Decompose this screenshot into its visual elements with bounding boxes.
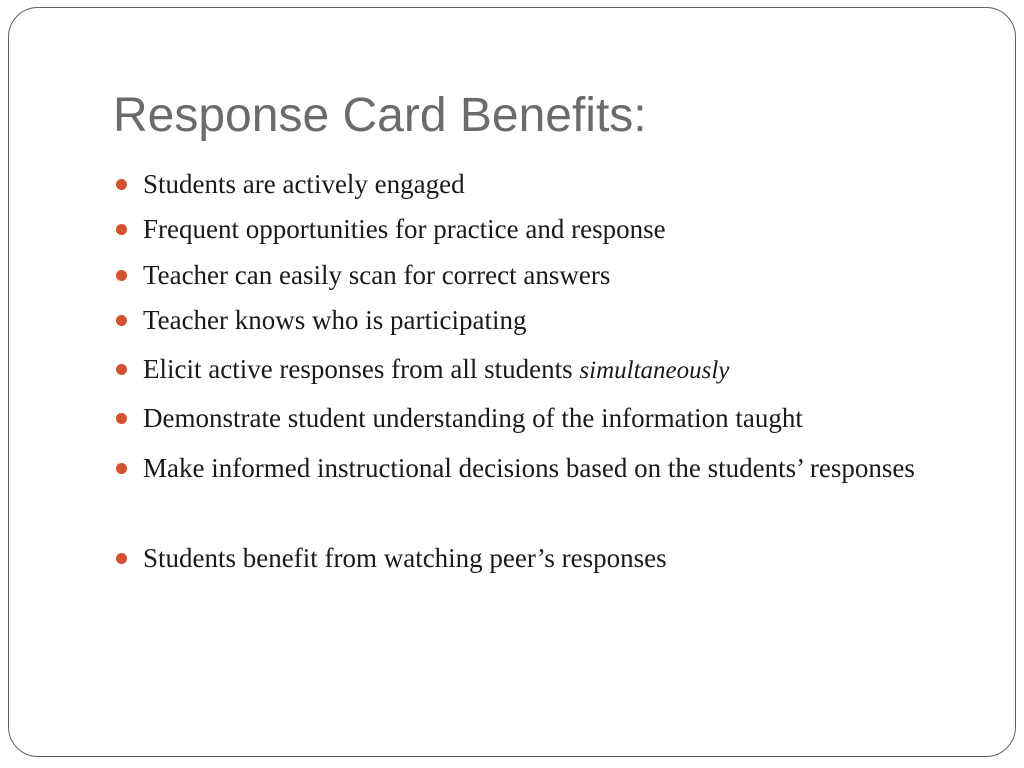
bullet-item-7 — [143, 448, 933, 489]
bullet-item-6 — [143, 398, 933, 439]
bullet-text: Students benefit from watching peer’s responses — [143, 543, 667, 573]
bullet-dot-icon — [116, 413, 127, 424]
bullet-item-5 — [143, 349, 933, 391]
bullet-item-1 — [143, 164, 933, 205]
bullet-dot-icon — [116, 179, 127, 190]
bullet-dot-icon — [116, 270, 127, 281]
bullet-dot-icon — [116, 224, 127, 235]
bullet-item-3 — [143, 255, 933, 296]
bullet-item-4 — [143, 300, 933, 341]
bullet-item-2 — [143, 209, 933, 250]
bullet-text: Elicit active responses from all students — [143, 354, 580, 384]
bullet-text: Teacher knows who is participating — [143, 305, 527, 335]
bullet-text: Teacher can easily scan for correct answers — [143, 260, 611, 290]
bullet-text: Demonstrate student understanding of the information taught — [143, 403, 803, 433]
bullet-dot-icon — [116, 553, 127, 564]
bullet-item-8 — [143, 538, 933, 579]
bullet-text: Frequent opportunities for practice and response — [143, 214, 666, 244]
bullet-dot-icon — [116, 315, 127, 326]
slide-title: Response Card Benefits: — [113, 89, 647, 142]
bullet-text: Make informed instructional decisions based on the students’ responses — [143, 453, 915, 483]
bullet-text: Students are actively engaged — [143, 169, 465, 199]
bullet-emphasis-text: simultaneously — [579, 357, 730, 384]
bullet-dot-icon — [116, 463, 127, 474]
bullet-dot-icon — [116, 364, 127, 375]
